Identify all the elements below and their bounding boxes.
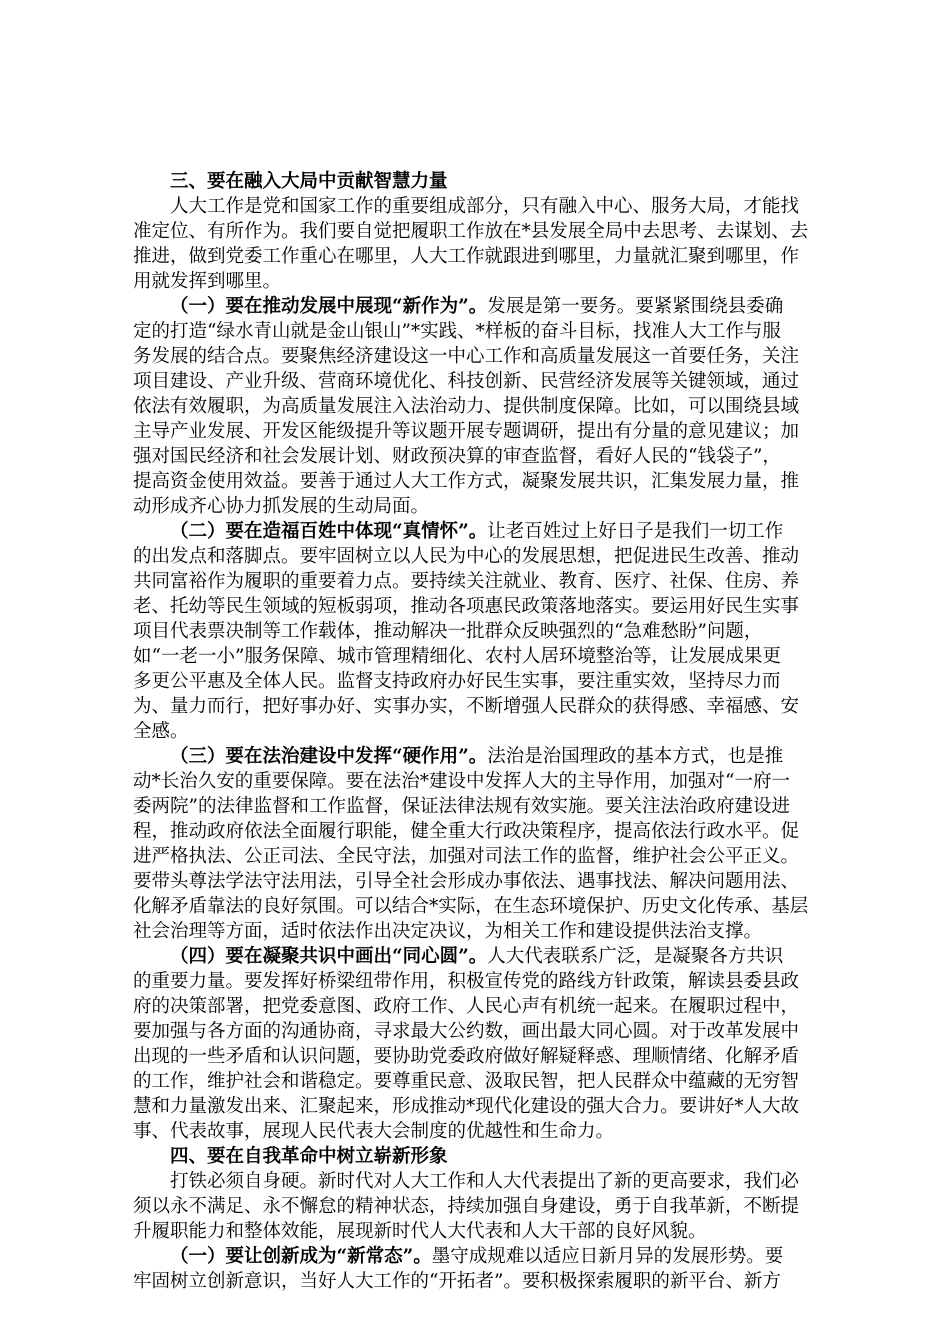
paragraph-text: 法治是治国理政的基本方式，也是推 xyxy=(487,746,784,767)
paragraph-line: 定的打造“绿水青山就是金山银山”*实践、*样板的奋斗目标，找准人大工作与服 xyxy=(133,321,781,342)
paragraph-line: 老、托幼等民生领域的短板弱项，推动各项惠民政策落地落实。要运用好民生实事 xyxy=(133,596,800,617)
paragraph-first-line xyxy=(133,744,817,769)
paragraph-line: 准定位、有所作为。我们要自觉把履职工作放在*县发展全局中去思考、去谋划、去 xyxy=(133,221,809,242)
paragraph-line: 要带头尊法学法守法用法，引导全社会形成办事依法、遇事找法、解决问题用法、 xyxy=(133,871,800,892)
subsection-title: （一）要让创新成为“新常态”。 xyxy=(170,1246,432,1267)
paragraph-line: 多更公平惠及全体人民。监督支持政府办好民生实事，要注重实效，坚持尽力而 xyxy=(133,671,781,692)
paragraph-text: 人大代表联系广泛，是凝聚各方共识 xyxy=(487,946,784,967)
paragraph-line: 推进，做到党委工作重心在哪里，人大工作就跟进到哪里，力量就汇聚到哪里，作 xyxy=(133,246,800,267)
paragraph-line: 升履职能力和整体效能，展现新时代人大代表和人大干部的良好风貌。 xyxy=(133,1221,707,1242)
paragraph-line: 要加强与各方面的沟通协商，寻求最大公约数，画出最大同心圆。对于改革发展中 xyxy=(133,1021,800,1042)
paragraph-line: 化解矛盾靠法的良好氛围。可以结合*实际，在生态环境保护、历史文化传承、基层 xyxy=(133,896,809,917)
section-heading: 四、要在自我革命中树立崭新形象 xyxy=(170,1146,448,1167)
paragraph-text: 发展是第一要务。要紧紧围绕县委确 xyxy=(487,296,784,317)
paragraph-text: 墨守成规难以适应日新月异的发展形势。要 xyxy=(431,1246,784,1267)
paragraph-line: 进严格执法、公正司法、全民守法，加强对司法工作的监督，维护社会公平正义。 xyxy=(133,846,800,867)
paragraph-line: 事、代表故事，展现人民代表大会制度的优越性和生命力。 xyxy=(133,1121,615,1142)
paragraph-line: 须以永不满足、永不懈怠的精神状态，持续加强自身建设，勇于自我革新，不断提 xyxy=(133,1196,800,1217)
paragraph-line: 的出发点和落脚点。要牢固树立以人民为中心的发展思想，把促进民生改善、推动 xyxy=(133,546,800,567)
paragraph-line: 动*长治久安的重要保障。要在法治*建设中发挥人大的主导作用，加强对“一府一 xyxy=(133,771,790,792)
paragraph-line: 动形成齐心协力抓发展的生动局面。 xyxy=(133,496,430,517)
paragraph-line: 慧和力量激发出来、汇聚起来，形成推动*现代化建设的强大合力。要讲好*人大故 xyxy=(133,1096,800,1117)
paragraph-line: 的工作，维护社会和谐稳定。要尊重民意、汲取民智，把人民群众中蕴藏的无穷智 xyxy=(133,1071,800,1092)
subsection-title: （二）要在造福百姓中体现“真情怀”。 xyxy=(170,521,488,542)
paragraph-line: 打铁必须自身硬。新时代对人大工作和人大代表提出了新的更高要求，我们必 xyxy=(170,1171,800,1192)
subsection-title: （四）要在凝聚共识中画出“同心圆”。 xyxy=(170,946,488,967)
paragraph-text: 让老百姓过上好日子是我们一切工作 xyxy=(487,521,784,542)
paragraph-line: 府的决策部署，把党委意图、政府工作、人民心声有机统一起来。在履职过程中， xyxy=(133,996,800,1017)
paragraph-line: 提高资金使用效益。要善于通过人大工作方式，凝聚发展共识，汇集发展力量，推 xyxy=(133,471,800,492)
paragraph-line: 项目建设、产业升级、营商环境优化、科技创新、民营经济发展等关键领域，通过 xyxy=(133,371,800,392)
paragraph-line: 全感。 xyxy=(133,721,189,742)
paragraph-line: 程，推动政府依法全面履行职能，健全重大行政决策程序，提高依法行政水平。促 xyxy=(133,821,800,842)
paragraph-first-line xyxy=(133,519,817,544)
paragraph-line: 务发展的结合点。要聚焦经济建设这一中心工作和高质量发展这一首要任务，关注 xyxy=(133,346,800,367)
paragraph-line: 委两院”的法律监督和工作监督，保证法律法规有效实施。要关注法治政府建设进 xyxy=(133,796,790,817)
paragraph-line: 牢固树立创新意识，当好人大工作的“开拓者”。要积极探索履职的新平台、新方 xyxy=(133,1271,781,1292)
paragraph-line: 共同富裕作为履职的重要着力点。要持续关注就业、教育、医疗、社保、住房、养 xyxy=(133,571,800,592)
paragraph-first-line xyxy=(133,1244,817,1269)
paragraph-line: 人大工作是党和国家工作的重要组成部分，只有融入中心、服务大局，才能找 xyxy=(170,196,800,217)
section-heading: 三、要在融入大局中贡献智慧力量 xyxy=(170,171,448,192)
paragraph-line: 如“一老一小”服务保障、城市管理精细化、农村人居环境整治等，让发展成果更 xyxy=(133,646,781,667)
paragraph-line: 主导产业发展、开发区能级提升等议题开展专题调研，提出有分量的意见建议；加 xyxy=(133,421,800,442)
paragraph-line: 用就发挥到哪里。 xyxy=(133,271,282,292)
subsection-title: （一）要在推动发展中展现“新作为”。 xyxy=(170,296,488,317)
paragraph-line: 项目代表票决制等工作载体，推动解决一批群众反映强烈的“急难愁盼”问题， xyxy=(133,621,763,642)
paragraph-line: 的重要力量。要发挥好桥梁纽带作用，积极宣传党的路线方针政策，解读县委县政 xyxy=(133,971,800,992)
paragraph-line: 为、量力而行，把好事办好、实事办实，不断增强人民群众的获得感、幸福感、安 xyxy=(133,696,800,717)
paragraph-line: 强对国民经济和社会发展计划、财政预决算的审查监督，看好人民的“钱袋子”， xyxy=(133,446,781,467)
paragraph-line: 出现的一些矛盾和认识问题，要协助党委政府做好解疑释惑、理顺情绪、化解矛盾 xyxy=(133,1046,800,1067)
subsection-title: （三）要在法治建设中发挥“硬作用”。 xyxy=(170,746,488,767)
paragraph-line: 依法有效履职，为高质量发展注入法治动力、提供制度保障。比如，可以围绕县域 xyxy=(133,396,800,417)
paragraph-first-line xyxy=(133,944,817,969)
paragraph-first-line xyxy=(133,294,817,319)
paragraph-line: 社会治理等方面，适时依法作出决定决议，为相关工作和建设提供法治支撑。 xyxy=(133,921,763,942)
